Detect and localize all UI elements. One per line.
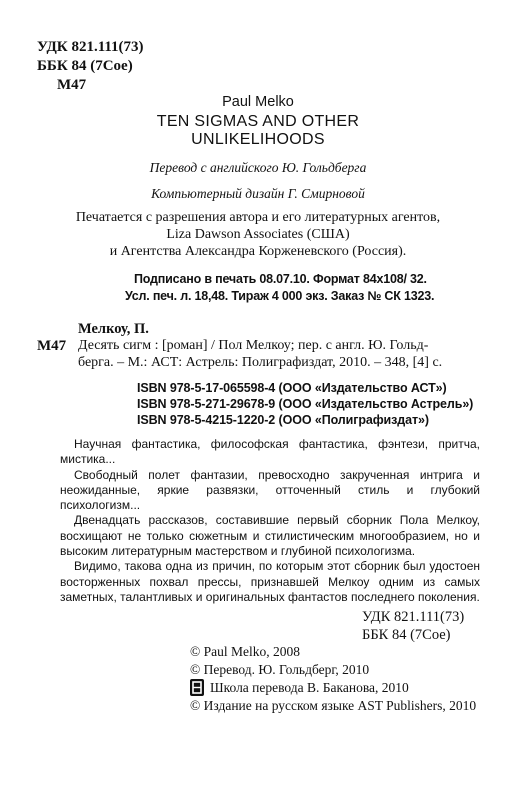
header-classification-codes — [37, 38, 144, 95]
isbn-line: ISBN 978-5-4215-1220-2 (ООО «Полиграфиздат») — [137, 413, 429, 427]
design-credit: Компьютерный дизайн Г. Смирновой — [151, 186, 365, 201]
copyright-line: Школа перевода В. Баканова, 2010 — [210, 680, 409, 695]
rights-line-1: Печатается с разрешения автора и его литературных агентов, — [75, 210, 441, 225]
catalog-description-line-2: берга. – М.: АСТ: Астрель: Полиграфиздат, 2010. – 348, [4] с. — [78, 355, 443, 370]
footer-classification-codes — [362, 608, 464, 644]
original-author: Paul Melko — [222, 94, 294, 110]
rights-line-2: Liza Dawson Associates (США) — [166, 227, 350, 242]
isbn-line: ISBN 978-5-271-29678-9 (ООО «Издательство Астрель») — [137, 397, 474, 411]
original-title-line-1: TEN SIGMAS AND OTHER — [156, 113, 360, 130]
abstract-paragraph: Видимо, такова одна из причин, по которым этот сборник был удостоен восторженных похвал прессы, признавшей Мелкоу одним из самых заметных, талантливых и оригинальных фантастов последнего поколения. — [60, 559, 480, 604]
book-abstract — [60, 437, 480, 605]
rights-line-3: и Агентства Александра Корженевского (Россия). — [109, 244, 407, 259]
udk-code: УДК 821.111(73) — [37, 39, 144, 55]
isbn-line: ISBN 978-5-17-065598-4 (ООО «Издательство АСТ») — [137, 381, 447, 395]
catalog-author: Мелкоу, П. — [78, 321, 149, 337]
abstract-paragraph: Двенадцать рассказов, составившие первый сборник Пола Мелкоу, восхищают не только сюжетным и стилистическим многообразием, но и высоким литературным мастерством и глубиной психологизма. — [60, 513, 480, 559]
catalog-description-line-1: Десять сигм : [роман] / Пол Мелкоу; пер. с англ. Ю. Гольд- — [78, 338, 429, 353]
author-mark: М47 — [57, 77, 87, 93]
print-info-line-2: Усл. печ. л. 18,48. Тираж 4 000 экз. Заказ № СК 1323. — [125, 289, 435, 303]
print-info-line-1: Подписано в печать 08.07.10. Формат 84x108/ 32. — [134, 272, 427, 286]
copyright-line: © Издание на русском языке AST Publishers, 2010 — [190, 698, 477, 713]
copyright-line: © Перевод. Ю. Гольдберг, 2010 — [190, 662, 370, 677]
copyright-line: © Paul Melko, 2008 — [190, 644, 301, 659]
original-title-line-2: UNLIKELIHOODS — [191, 131, 325, 148]
abstract-paragraph: Свободный полет фантазии, превосходно закрученная интрига и неожиданные, яркие развязки, отточенный стиль и глубокий психологизм... — [60, 467, 480, 513]
abstract-paragraph: Научная фантастика, философская фантастика, фэнтези, притча, мистика... — [60, 437, 480, 467]
footer-udk-code: УДК 821.111(73) — [362, 609, 465, 625]
translation-credit: Перевод с английского Ю. Гольдберга — [149, 160, 367, 175]
translation-school-logo-icon — [190, 679, 204, 696]
footer-bbk-code: ББК 84 (7Сое) — [362, 627, 451, 643]
catalog-author-mark: М47 — [37, 338, 67, 354]
bbk-code: ББК 84 (7Сое) — [37, 58, 133, 74]
